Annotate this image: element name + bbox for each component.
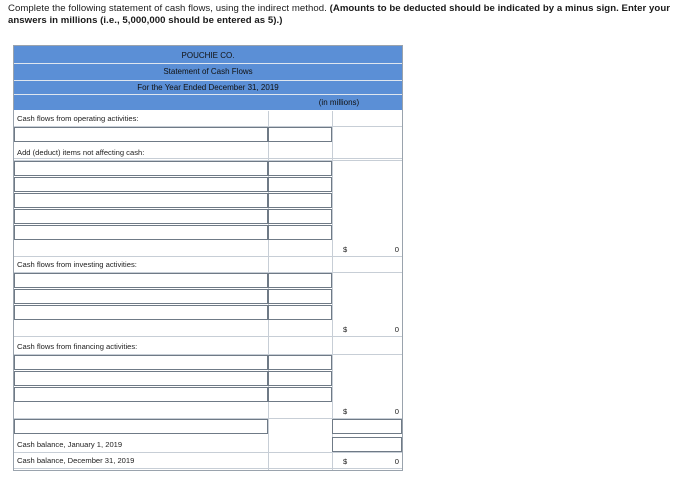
investing-activities-label: Cash flows from investing activities:: [17, 260, 137, 269]
financing-total-value: 0: [394, 407, 399, 416]
investing-activities-header: [14, 257, 402, 273]
statement-title: Statement of Cash Flows: [163, 67, 253, 76]
financing-description-input[interactable]: [14, 355, 268, 370]
financing-amount-input[interactable]: [268, 387, 332, 402]
adjustments-label: Add (deduct) items not affecting cash:: [17, 148, 145, 157]
unit-label: (in millions): [318, 98, 360, 107]
ending-balance-value: 0: [394, 457, 399, 466]
adjustment-description-input[interactable]: [14, 161, 268, 176]
investing-description-input[interactable]: [14, 289, 268, 304]
adjustment-amount-input[interactable]: [268, 177, 332, 192]
financing-description-input[interactable]: [14, 387, 268, 402]
ending-balance-total: [332, 454, 402, 469]
adjustment-amount-input[interactable]: [268, 193, 332, 208]
financing-amount-input[interactable]: [268, 355, 332, 370]
investing-description-input[interactable]: [14, 273, 268, 288]
header-divider: [14, 94, 402, 95]
financing-activities-header: [14, 339, 402, 355]
financing-total: [332, 404, 402, 419]
net-change-amount-input[interactable]: [332, 419, 402, 434]
adjustments-header: [14, 145, 402, 161]
investing-description-input[interactable]: [14, 305, 268, 320]
adjustment-amount-input[interactable]: [268, 209, 332, 224]
currency-symbol: $: [343, 407, 348, 416]
operating-description-input[interactable]: [14, 127, 268, 142]
header-divider: [14, 63, 402, 64]
net-change-description-input[interactable]: [14, 419, 268, 434]
investing-amount-input[interactable]: [268, 289, 332, 304]
company-name: POUCHIE CO.: [181, 51, 235, 60]
operating-activities-label: Cash flows from operating activities:: [17, 114, 139, 123]
instructions-text: Complete the following statement of cash flows, using the indirect method.: [8, 3, 327, 14]
operating-activities-header: [14, 111, 402, 127]
instructions: [8, 3, 692, 27]
adjustment-amount-input[interactable]: [268, 225, 332, 240]
currency-symbol: $: [343, 245, 348, 254]
ending-balance-label: Cash balance, December 31, 2019: [17, 456, 135, 465]
currency-symbol: $: [343, 457, 348, 466]
beginning-balance-label: Cash balance, January 1, 2019: [17, 440, 123, 449]
adjustment-description-input[interactable]: [14, 209, 268, 224]
adjustment-description-input[interactable]: [14, 177, 268, 192]
adjustment-amount-input[interactable]: [268, 161, 332, 176]
adjustment-description-input[interactable]: [14, 225, 268, 240]
currency-symbol: $: [343, 325, 348, 334]
statement-period: For the Year Ended December 31, 2019: [137, 83, 279, 92]
operating-total-value: 0: [394, 245, 399, 254]
financing-description-input[interactable]: [14, 371, 268, 386]
adjustment-description-input[interactable]: [14, 193, 268, 208]
investing-amount-input[interactable]: [268, 273, 332, 288]
operating-total: [332, 242, 402, 257]
financing-activities-label: Cash flows from financing activities:: [17, 342, 138, 351]
operating-amount-input[interactable]: [268, 127, 332, 142]
financing-amount-input[interactable]: [268, 371, 332, 386]
statement-header: [14, 46, 402, 110]
instructions-bold-text: (Amounts to be deducted should be indicated by a minus sign. Enter your answers in millions (i.e., 5,000,000 should be entered as 5).): [8, 3, 671, 26]
investing-total: [332, 322, 402, 337]
header-divider: [14, 80, 402, 81]
investing-amount-input[interactable]: [268, 305, 332, 320]
beginning-balance-input[interactable]: [332, 437, 402, 452]
cash-flow-statement: [13, 45, 403, 471]
investing-total-value: 0: [394, 325, 399, 334]
